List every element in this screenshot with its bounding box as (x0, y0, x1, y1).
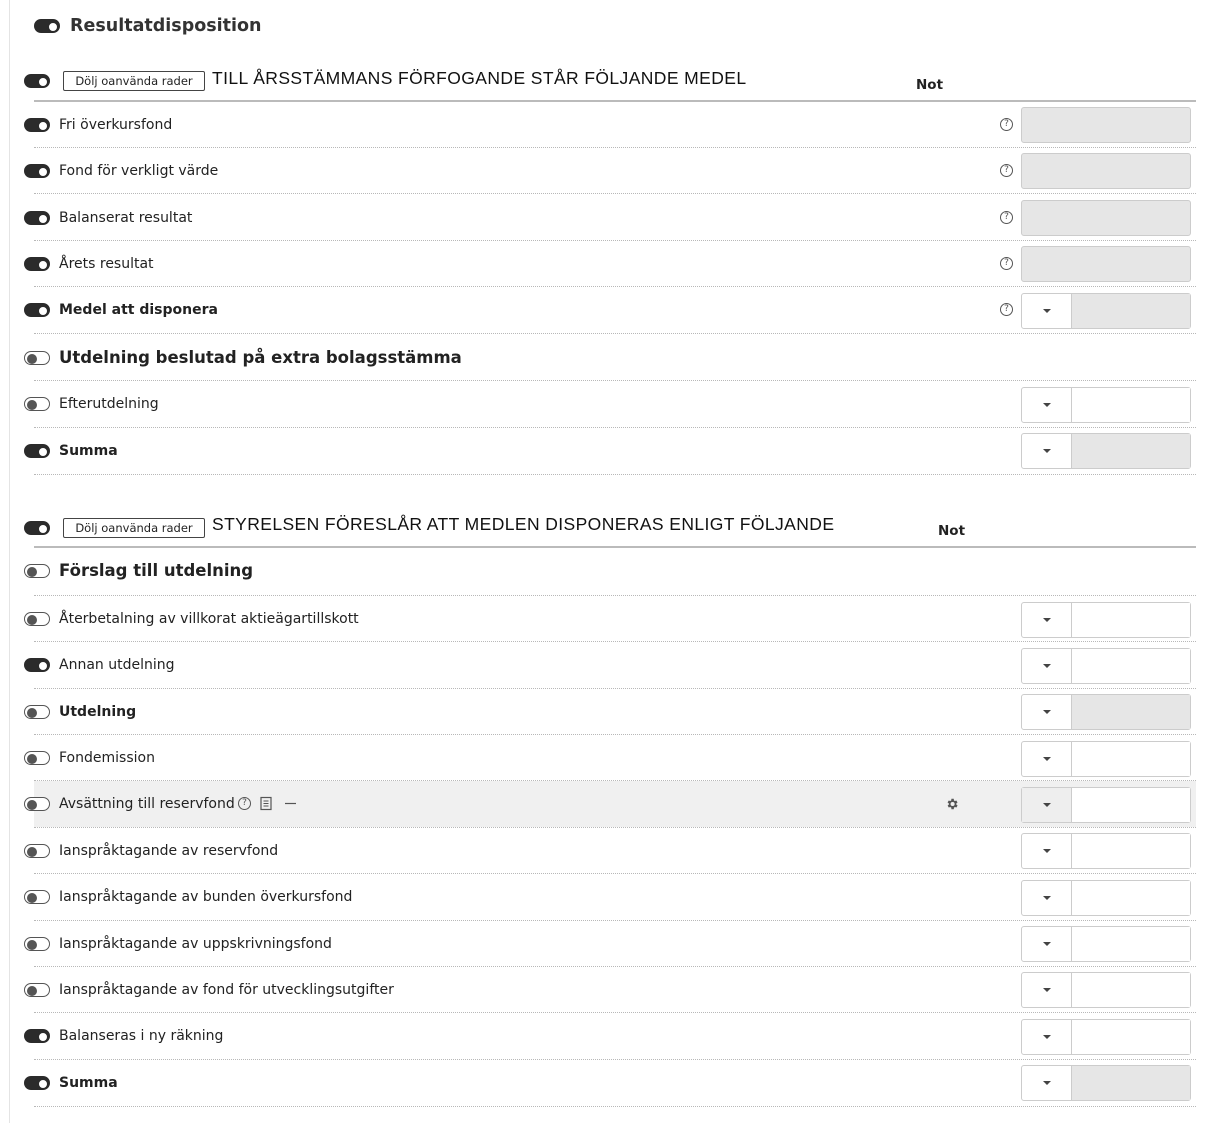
value-field (1072, 294, 1190, 328)
not-column-header: Not (916, 77, 944, 93)
row-label: Återbetalning av villkorat aktieägartillskott (59, 611, 359, 627)
row-label: Utdelning (59, 704, 137, 720)
row-toggle[interactable] (24, 351, 50, 365)
row-separator (34, 734, 1196, 735)
dropdown-button[interactable] (1022, 973, 1072, 1007)
row-label: Ianspråktagande av uppskrivningsfond (59, 936, 332, 952)
value-combo (1021, 433, 1191, 469)
value-combo (1021, 602, 1191, 638)
dropdown-button[interactable] (1022, 742, 1072, 776)
toggle-knob (27, 940, 37, 950)
value-combo (1021, 972, 1191, 1008)
value-field (1072, 695, 1190, 729)
hide-unused-rows-button[interactable]: Dölj oanvända rader (63, 71, 205, 91)
help-icon[interactable]: ? (1000, 164, 1013, 177)
row-toggle[interactable] (24, 937, 50, 951)
row-toggle[interactable] (24, 1076, 50, 1090)
value-combo (1021, 648, 1191, 684)
help-icon[interactable]: ? (1000, 211, 1013, 224)
value-input[interactable] (1072, 927, 1190, 961)
hide-unused-rows-button[interactable]: Dölj oanvända rader (63, 518, 205, 538)
row-label: Ianspråktagande av reservfond (59, 843, 279, 859)
value-combo (1021, 787, 1191, 823)
value-field (1021, 200, 1191, 236)
row-toggle[interactable] (24, 797, 50, 811)
row-separator (34, 1106, 1196, 1107)
row-separator (34, 688, 1196, 689)
toggle-knob (38, 661, 48, 671)
value-combo (1021, 387, 1191, 423)
value-input[interactable] (1072, 742, 1190, 776)
help-icon[interactable]: ? (1000, 303, 1013, 316)
dropdown-button[interactable] (1022, 881, 1072, 915)
value-combo (1021, 1065, 1191, 1101)
page-title: Resultatdisposition (70, 16, 262, 36)
row-label: Balanserat resultat (59, 210, 193, 226)
value-combo (1021, 1019, 1191, 1055)
row-separator (34, 147, 1196, 148)
value-field (1021, 246, 1191, 282)
dropdown-button[interactable] (1022, 649, 1072, 683)
not-column-header: Not (938, 523, 966, 539)
help-icon[interactable]: ? (1000, 118, 1013, 131)
row-label: Summa (59, 1075, 118, 1091)
toggle-knob (27, 354, 37, 364)
row-label: Efterutdelning (59, 396, 159, 412)
row-toggle[interactable] (24, 658, 50, 672)
toggle-knob (27, 800, 37, 810)
row-toggle[interactable] (24, 303, 50, 317)
toggle-knob (27, 708, 37, 718)
toggle-knob (27, 615, 37, 625)
row-separator (34, 286, 1196, 287)
dropdown-button[interactable] (1022, 834, 1072, 868)
row-separator (34, 333, 1196, 334)
toggle-knob (27, 754, 37, 764)
value-field (1072, 434, 1190, 468)
dropdown-button[interactable] (1022, 603, 1072, 637)
dropdown-button[interactable] (1022, 927, 1072, 961)
row-separator (34, 920, 1196, 921)
value-input[interactable] (1072, 881, 1190, 915)
row-toggle[interactable] (24, 397, 50, 411)
toggle-knob (27, 400, 37, 410)
toggle-knob (38, 447, 48, 457)
resultatdisposition-toggle[interactable] (34, 19, 60, 33)
row-toggle[interactable] (24, 751, 50, 765)
section2-divider (34, 546, 1196, 548)
row-separator (34, 1012, 1196, 1013)
row-toggle[interactable] (24, 705, 50, 719)
dropdown-button[interactable] (1022, 294, 1072, 328)
help-icon[interactable]: ? (238, 797, 251, 810)
toggle-knob (27, 893, 37, 903)
value-input[interactable] (1072, 603, 1190, 637)
toggle-knob (38, 1079, 48, 1089)
toggle-knob (38, 306, 48, 316)
toggle-knob (38, 167, 48, 177)
section2-toggle[interactable] (24, 521, 50, 535)
row-toggle[interactable] (24, 211, 50, 225)
value-input[interactable] (1072, 1020, 1190, 1054)
row-separator (34, 193, 1196, 194)
dropdown-button[interactable] (1022, 434, 1072, 468)
section1-toggle[interactable] (24, 74, 50, 88)
row-toggle[interactable] (24, 983, 50, 997)
row-separator (34, 1059, 1196, 1060)
row-label: Ianspråktagande av bunden överkursfond (59, 889, 353, 905)
value-input[interactable] (1072, 388, 1190, 422)
toggle-knob (38, 214, 48, 224)
value-input[interactable] (1072, 834, 1190, 868)
row-toggle[interactable] (24, 257, 50, 271)
row-separator (34, 873, 1196, 874)
row-label: Annan utdelning (59, 657, 175, 673)
value-field (1021, 107, 1191, 143)
dropdown-button[interactable] (1022, 388, 1072, 422)
row-toggle[interactable] (24, 1029, 50, 1043)
value-field (1021, 153, 1191, 189)
row-separator (34, 641, 1196, 642)
dropdown-button[interactable] (1022, 695, 1072, 729)
row-label: Avsättning till reservfond (59, 796, 235, 812)
toggle-knob (27, 986, 37, 996)
toggle-knob (38, 524, 48, 534)
row-separator (34, 827, 1196, 828)
row-toggle[interactable] (24, 444, 50, 458)
toggle-knob (38, 1032, 48, 1042)
row-separator (34, 966, 1196, 967)
row-label: Fond för verkligt värde (59, 163, 219, 179)
row-toggle[interactable] (24, 844, 50, 858)
row-label: Årets resultat (59, 256, 154, 272)
section2-header: STYRELSEN FÖRESLÅR ATT MEDLEN DISPONERAS ENLIGT FÖLJANDE (212, 514, 835, 534)
row-separator (34, 380, 1196, 381)
value-combo (1021, 880, 1191, 916)
row-toggle[interactable] (24, 612, 50, 626)
row-separator (34, 474, 1196, 475)
subsection-title: Förslag till utdelning (59, 561, 254, 580)
section1-divider (34, 100, 1196, 102)
row-label: Medel att disponera (59, 302, 218, 318)
document-icon[interactable] (259, 796, 273, 811)
value-combo (1021, 926, 1191, 962)
value-combo (1021, 741, 1191, 777)
toggle-knob (27, 567, 37, 577)
help-icon[interactable]: ? (1000, 257, 1013, 270)
dropdown-button[interactable] (1022, 1066, 1072, 1100)
subsection-title: Utdelning beslutad på extra bolagsstämma (59, 348, 462, 367)
toggle-knob (38, 260, 48, 270)
row-label: Fri överkursfond (59, 117, 173, 133)
row-toggle[interactable] (24, 564, 50, 578)
value-field (1072, 1066, 1190, 1100)
value-input[interactable] (1072, 973, 1190, 1007)
toggle-knob (27, 847, 37, 857)
row-separator (34, 240, 1196, 241)
row-label: Balanseras i ny räkning (59, 1028, 224, 1044)
dropdown-button[interactable] (1022, 788, 1072, 822)
dropdown-button[interactable] (1022, 1020, 1072, 1054)
row-toggle[interactable] (24, 118, 50, 132)
value-combo (1021, 293, 1191, 329)
row-separator (34, 595, 1196, 596)
minus-icon[interactable] (284, 797, 297, 810)
toggle-knob (38, 77, 48, 87)
row-toggle[interactable] (24, 890, 50, 904)
row-label: Fondemission (59, 750, 155, 766)
left-border (9, 0, 10, 1123)
value-input[interactable] (1072, 788, 1190, 822)
gear-icon[interactable] (945, 797, 959, 811)
toggle-knob (48, 22, 58, 32)
row-separator (34, 427, 1196, 428)
row-toggle[interactable] (24, 164, 50, 178)
value-combo (1021, 833, 1191, 869)
value-combo (1021, 694, 1191, 730)
toggle-knob (38, 121, 48, 131)
row-label: Summa (59, 443, 118, 459)
section1-header: TILL ÅRSSTÄMMANS FÖRFOGANDE STÅR FÖLJANDE MEDEL (212, 68, 747, 88)
row-label: Ianspråktagande av fond för utvecklingsutgifter (59, 982, 394, 998)
value-input[interactable] (1072, 649, 1190, 683)
